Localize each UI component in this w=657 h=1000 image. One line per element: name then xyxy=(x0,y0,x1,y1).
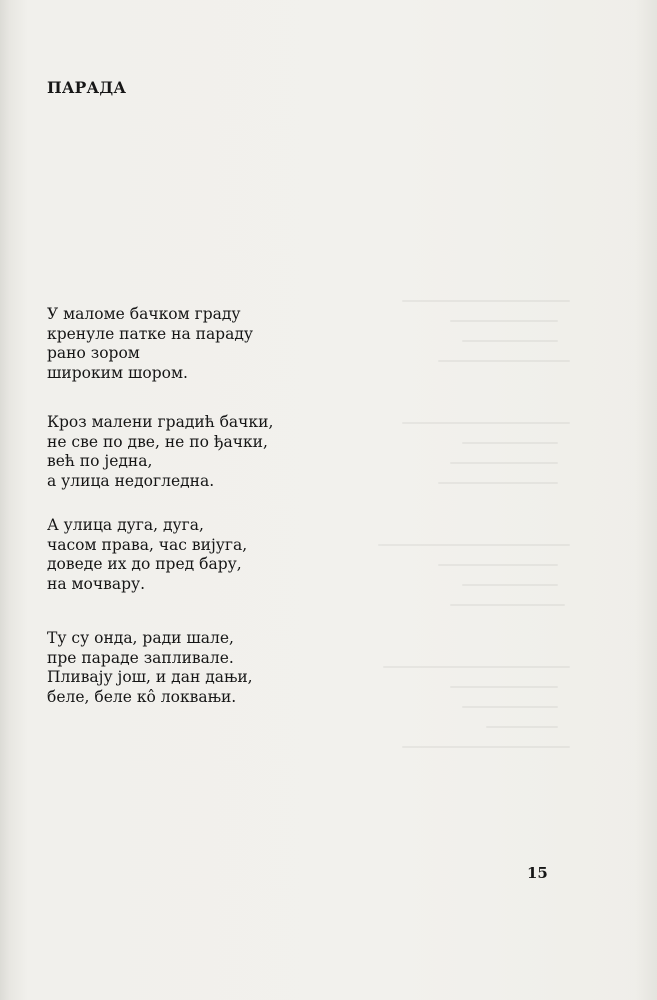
poem-line: Кроз малени градић бачки, xyxy=(47,413,274,431)
stanza-3 xyxy=(47,516,347,594)
poem-line: А улица дуга, дуга, xyxy=(47,516,204,534)
poem-line: кренуле патке на параду xyxy=(47,324,254,343)
poem-line: доведе их до пред бару, xyxy=(47,555,242,573)
poem-line: рано зором xyxy=(47,344,140,362)
poem-body xyxy=(47,305,347,737)
page-number: 15 xyxy=(527,864,548,882)
poem-line: Ту су онда, ради шале, xyxy=(47,629,234,647)
poem-line: часом права, час вијуга, xyxy=(47,535,248,554)
poem-line: беле, беле кô локвањи. xyxy=(47,687,237,706)
poem-title: ПАРАДА xyxy=(47,78,127,97)
poem-line: широким шором. xyxy=(47,363,188,382)
poem-line: У маломе бачком граду xyxy=(47,305,241,323)
poem-line: Пливају још, и дан дањи, xyxy=(47,668,253,686)
bleed-through-texture xyxy=(330,300,570,860)
poem-line: а улица недогледна. xyxy=(47,471,215,490)
stanza-2 xyxy=(47,413,347,491)
poem-line: на мочвару. xyxy=(47,574,146,593)
poem-line: већ по једна, xyxy=(47,452,153,470)
stanza-1 xyxy=(47,305,347,383)
stanza-4 xyxy=(47,629,347,707)
poem-line: не све по две, не по ђачки, xyxy=(47,432,268,451)
poem-line: пре параде запливале. xyxy=(47,648,234,667)
